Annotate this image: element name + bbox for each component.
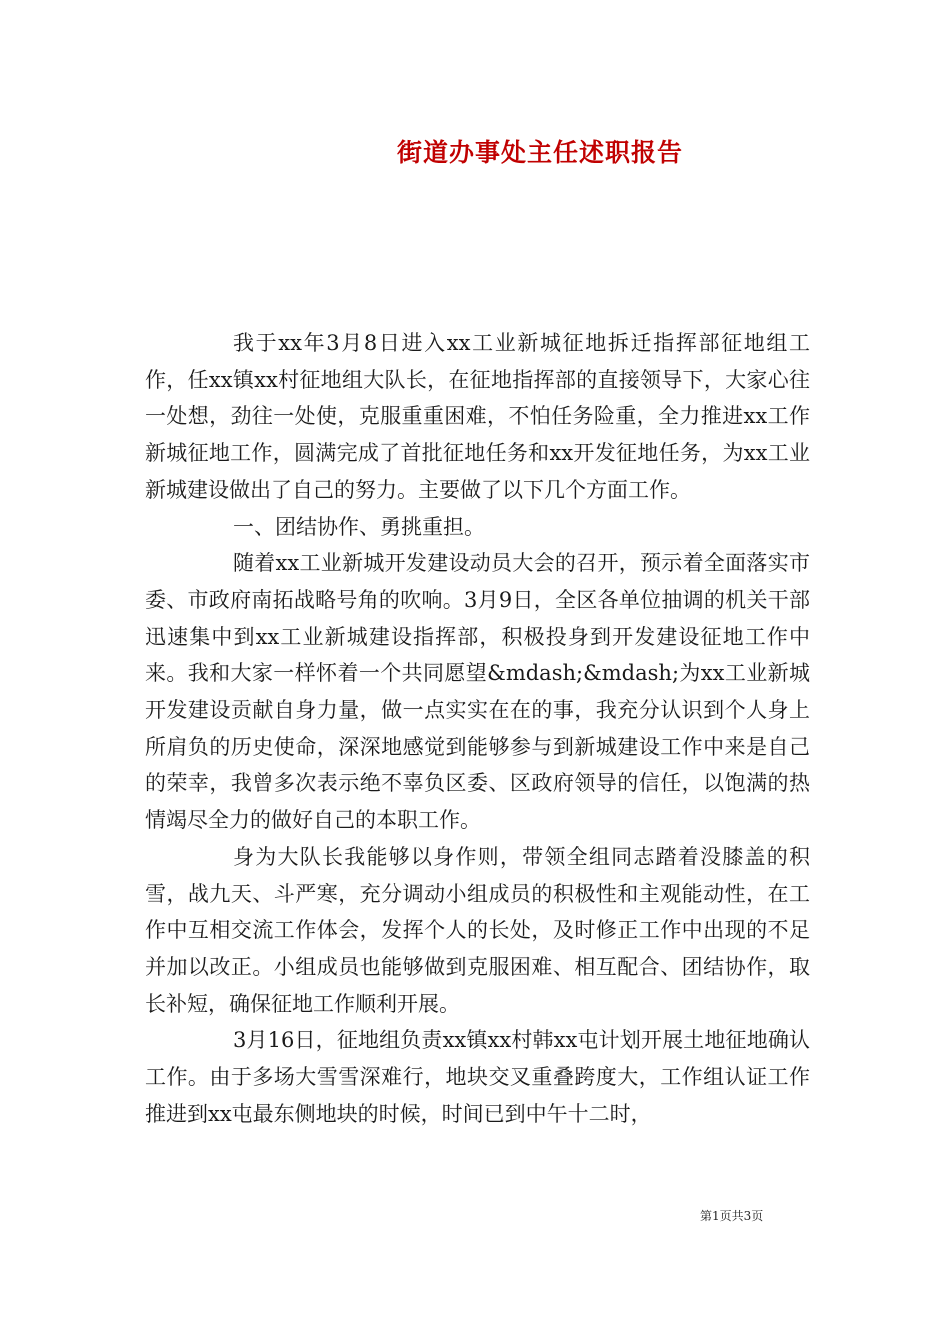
paragraph-3: 身为大队长我能够以身作则，带领全组同志踏着没膝盖的积雪，战九天、斗严寒，充分调动小组成员的积极性和主观能动性，在工作中互相交流工作体会，发挥个人的长处，及时修正工作中出现的不足并加以改正。小组成员也能够做到克服困难、相互配合、团结协作，取长补短，确保征地工作顺利开展。 xyxy=(145,844,810,1016)
paragraph-intro: 我于xx年3月8日进入xx工业新城征地拆迁指挥部征地组工作，任xx镇xx村征地组大队长，在征地指挥部的直接领导下，大家心往一处想，劲往一处使，克服重重困难，不怕任务险重，全力推进xx工作新城征地工作，圆满完成了首批征地任务和xx开发征地任务，为xx工业新城建设做出了自己的努力。主要做了以下几个方面工作。 xyxy=(145,331,810,502)
paragraph-2: 随着xx工业新城开发建设动员大会的召开，预示着全面落实市委、市政府南拓战略号角的吹响。3月9日，全区各单位抽调的机关干部迅速集中到xx工业新城建设指挥部，积极投身到开发建设征地工作中来。我和大家一样怀着一个共同愿望&mdash;&mdash;为xx工业新城开发建设贡献自身力量，做一点实实在在的事，我充分认识到个人身上所肩负的历史使命，深深地感觉到能够参与到新城建设工作中来是自己的荣幸，我曾多次表示绝不辜负区委、区政府领导的信任，以饱满的热情竭尽全力的做好自己的本职工作。 xyxy=(145,551,810,833)
paragraph-4: 3月16日，征地组负责xx镇xx村韩xx屯计划开展土地征地确认工作。由于多场大雪雪深难行，地块交叉重叠跨度大，工作组认证工作推进到xx屯最东侧地块的时候，时间已到中午十二时， xyxy=(145,1028,810,1126)
page-number: 第1页共3页 xyxy=(700,1209,764,1223)
document-title: 街道办事处主任述职报告 xyxy=(396,138,683,167)
document-body xyxy=(145,325,810,1132)
section-heading-1: 一、团结协作、勇挑重担。 xyxy=(233,514,485,539)
